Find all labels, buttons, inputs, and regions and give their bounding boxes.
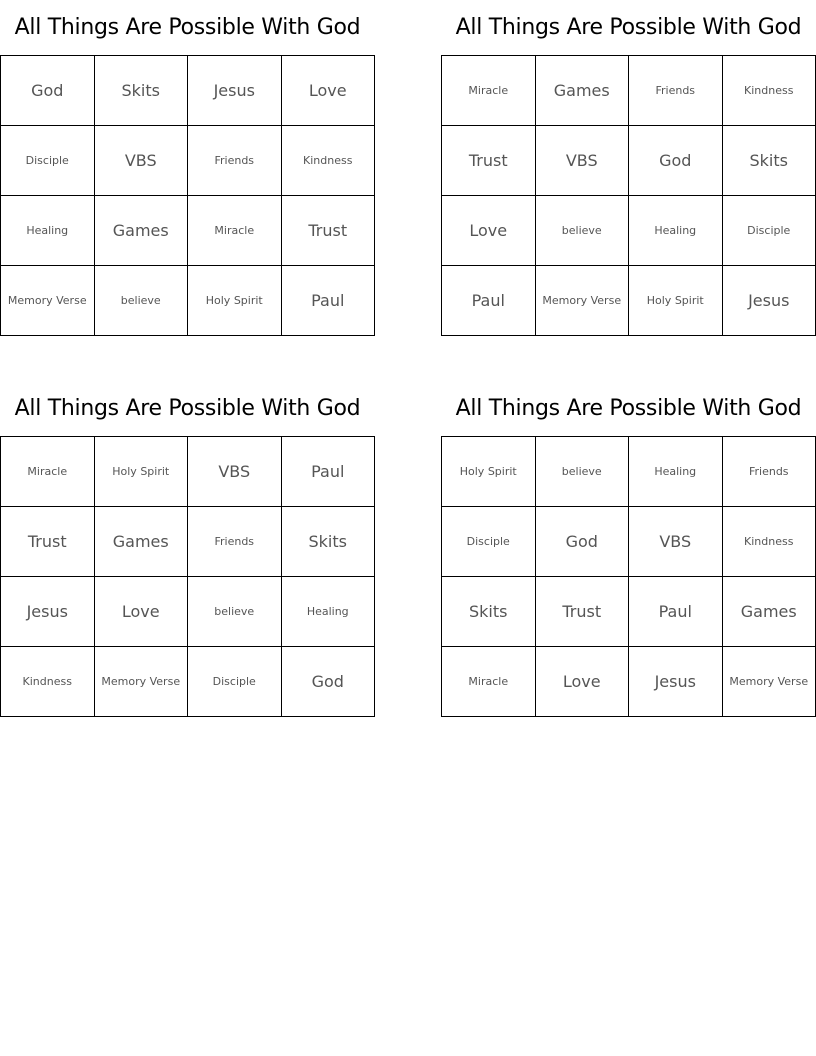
bingo-cell: Paul: [282, 266, 376, 336]
bingo-cell: Jesus: [1, 577, 95, 647]
bingo-cell: Trust: [1, 507, 95, 577]
bingo-cell: Holy Spirit: [95, 437, 189, 507]
bingo-card-1: [0, 0, 375, 336]
bingo-cell: Games: [95, 196, 189, 266]
bingo-cell: Paul: [282, 437, 376, 507]
bingo-grid: [441, 55, 816, 336]
bingo-cell: VBS: [188, 437, 282, 507]
bingo-cell: Healing: [629, 196, 723, 266]
bingo-cell: Jesus: [723, 266, 816, 336]
bingo-card-4: [441, 381, 816, 717]
bingo-cell: Trust: [442, 126, 536, 196]
bingo-cell: Love: [282, 56, 376, 126]
card-title: All Things Are Possible With God: [455, 396, 802, 421]
bingo-cell: Holy Spirit: [629, 266, 723, 336]
bingo-cell: believe: [536, 196, 630, 266]
bingo-cell: Love: [442, 196, 536, 266]
bingo-cell: Healing: [629, 437, 723, 507]
bingo-card-3: [0, 381, 375, 717]
bingo-cell: Love: [95, 577, 189, 647]
bingo-cell: Miracle: [442, 56, 536, 126]
bingo-cell: Friends: [188, 126, 282, 196]
bingo-cell: Games: [536, 56, 630, 126]
bingo-cell: Love: [536, 647, 630, 717]
bingo-cell: God: [1, 56, 95, 126]
bingo-cell: Kindness: [282, 126, 376, 196]
bingo-cell: Memory Verse: [723, 647, 816, 717]
bingo-cell: Kindness: [723, 507, 816, 577]
bingo-card-2: [441, 0, 816, 336]
bingo-cell: Holy Spirit: [442, 437, 536, 507]
bingo-cell: Holy Spirit: [188, 266, 282, 336]
bingo-cell: Skits: [95, 56, 189, 126]
bingo-cell: Skits: [282, 507, 376, 577]
bingo-cell: God: [282, 647, 376, 717]
bingo-grid: [0, 436, 375, 717]
bingo-cell: Healing: [1, 196, 95, 266]
bingo-cell: Paul: [629, 577, 723, 647]
bingo-cell: believe: [95, 266, 189, 336]
bingo-cell: Paul: [442, 266, 536, 336]
bingo-cell: Healing: [282, 577, 376, 647]
bingo-cell: Kindness: [723, 56, 816, 126]
bingo-cell: believe: [536, 437, 630, 507]
bingo-cell: Disciple: [723, 196, 816, 266]
bingo-cell: Trust: [282, 196, 376, 266]
bingo-cell: Skits: [723, 126, 816, 196]
bingo-cell: Friends: [629, 56, 723, 126]
bingo-cell: Skits: [442, 577, 536, 647]
bingo-grid: [441, 436, 816, 717]
bingo-cell: Miracle: [1, 437, 95, 507]
bingo-cell: Memory Verse: [1, 266, 95, 336]
bingo-cell: Disciple: [1, 126, 95, 196]
bingo-cell: Friends: [723, 437, 816, 507]
bingo-cell: Trust: [536, 577, 630, 647]
bingo-cell: Miracle: [442, 647, 536, 717]
bingo-cell: Memory Verse: [536, 266, 630, 336]
bingo-cell: Jesus: [629, 647, 723, 717]
bingo-cell: Friends: [188, 507, 282, 577]
bingo-cell: VBS: [629, 507, 723, 577]
bingo-cell: Miracle: [188, 196, 282, 266]
bingo-cell: Games: [95, 507, 189, 577]
bingo-cell: God: [629, 126, 723, 196]
bingo-cell: Memory Verse: [95, 647, 189, 717]
bingo-cell: Disciple: [188, 647, 282, 717]
bingo-cell: Kindness: [1, 647, 95, 717]
card-title: All Things Are Possible With God: [455, 15, 802, 40]
card-title: All Things Are Possible With God: [14, 15, 361, 40]
bingo-cell: Disciple: [442, 507, 536, 577]
bingo-cell: VBS: [536, 126, 630, 196]
bingo-cell: believe: [188, 577, 282, 647]
bingo-cell: God: [536, 507, 630, 577]
bingo-cell: Games: [723, 577, 816, 647]
card-title: All Things Are Possible With God: [14, 396, 361, 421]
bingo-cell: VBS: [95, 126, 189, 196]
bingo-grid: [0, 55, 375, 336]
bingo-cell: Jesus: [188, 56, 282, 126]
